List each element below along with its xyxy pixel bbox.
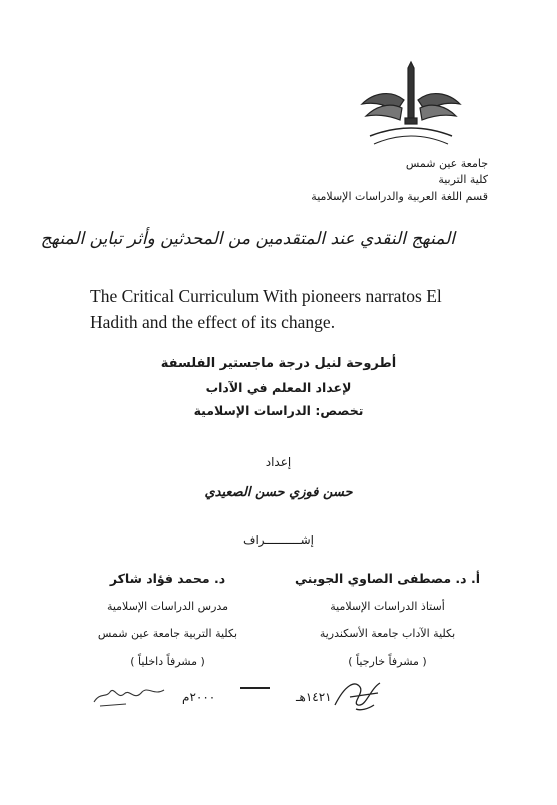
hijri-date: ١٤٢١هـ — [296, 690, 332, 704]
university-logo — [352, 60, 470, 150]
internal-supervisor-affiliation: بكلية التربية جامعة عين شمس — [97, 627, 238, 640]
date-separator — [240, 687, 270, 689]
external-supervisor-name: أ. د. مصطفى الصاوي الجويني — [295, 571, 480, 586]
internal-supervisor-title: مدرس الدراسات الإسلامية — [106, 600, 229, 613]
thesis-specialization-line: تخصص: الدراسات الإسلامية — [193, 403, 364, 418]
external-supervisor-signature — [330, 675, 390, 715]
author-name: حسن فوزي حسن الصعيدي — [204, 485, 353, 500]
external-supervisor-title: أستاذ الدراسات الإسلامية — [330, 600, 445, 613]
gregorian-date: ٢٠٠٠م — [182, 690, 216, 704]
faculty-name: كلية التربية — [438, 173, 488, 186]
english-title: The Critical Curriculum With pioneers narratos El Hadith and the effect of its change. — [90, 286, 442, 332]
arabic-title: المنهج النقدي عند المتقدمين من المحدثين وأثر تباين المنهج — [40, 229, 455, 249]
internal-supervisor-signature — [90, 680, 170, 710]
external-supervisor-role: ( مشرفاً خارجياً ) — [348, 655, 427, 668]
university-name: جامعة عين شمس — [405, 157, 488, 170]
prepared-by-label: إعداد — [265, 455, 292, 469]
department-name: قسم اللغة العربية والدراسات الإسلامية — [311, 190, 488, 203]
internal-supervisor-name: د. محمد فؤاد شاكر — [109, 571, 226, 586]
internal-supervisor-role: ( مشرفاً داخلياً ) — [130, 655, 205, 668]
external-supervisor-affiliation: بكلية الآداب جامعة الأسكندرية — [319, 627, 456, 640]
thesis-purpose-line: لإعداد المعلم في الآداب — [205, 380, 352, 395]
supervision-label: إشــــــــــراف — [243, 533, 314, 547]
thesis-degree-line: أطروحة لنيل درجة ماجستير الفلسفة — [160, 356, 397, 371]
